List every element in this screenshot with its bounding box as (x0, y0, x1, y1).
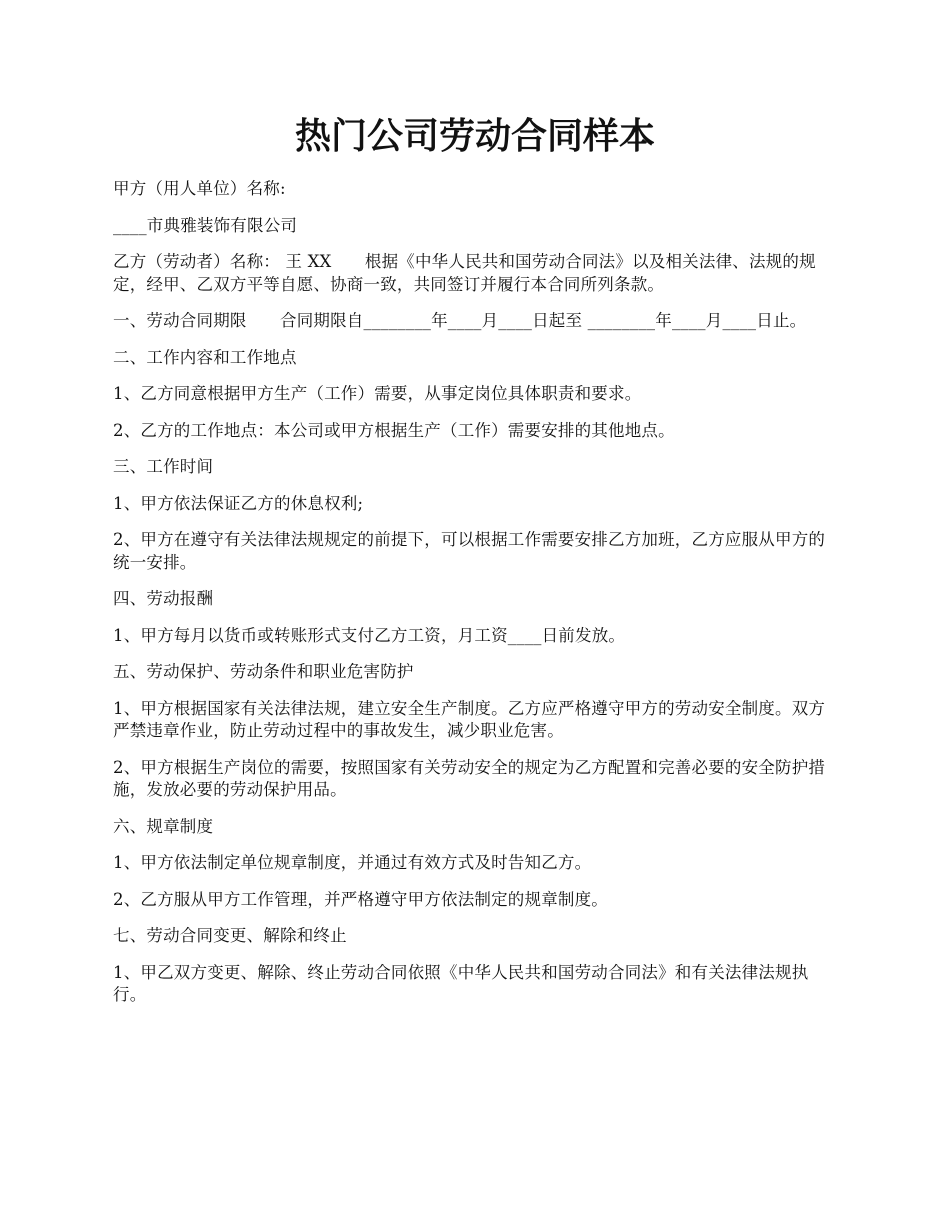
party-a-label: 甲方（用人单位）名称: (113, 179, 286, 198)
section-5-item-1: 1、甲方根据国家有关法律法规，建立安全生产制度。乙方应严格遵守甲方的劳动安全制度。双方严禁违章作业，防止劳动过程中的事故发生，减少职业危害。 (113, 698, 826, 740)
section-3-item-2: 2、甲方在遵守有关法律法规规定的前提下，可以根据工作需要安排乙方加班，乙方应服从甲方的统一安排。 (113, 530, 826, 572)
section-2-heading: 二、工作内容和工作地点 (113, 347, 297, 367)
party-a-name: ____市典雅装饰有限公司 (113, 215, 298, 235)
document-title: 热门公司劳动合同样本 (294, 115, 655, 157)
section-7-item-1: 1、甲乙双方变更、解除、终止劳动合同依照《中华人民共和国劳动合同法》和有关法律法规执行。 (113, 962, 809, 1004)
section-3-item-1: 1、甲方依法保证乙方的休息权利; (113, 493, 364, 513)
section-1-term: 一、劳动合同期限 合同期限自________年____月____日起至 ________年____月____日止。 (113, 311, 807, 330)
document-body (113, 178, 841, 1021)
section-4-item-1: 1、甲方每月以货币或转账形式支付乙方工资，月工资____日前发放。 (113, 625, 626, 645)
section-5-item-2: 2、甲方根据生产岗位的需要，按照国家有关劳动安全的规定为乙方配置和完善必要的安全防护措施，发放必要的劳动保护用品。 (113, 757, 826, 799)
section-4-heading: 四、劳动报酬 (113, 589, 214, 608)
section-6-heading: 六、规章制度 (113, 816, 214, 836)
section-6-item-2: 2、乙方服从甲方工作管理，并严格遵守甲方依法制定的规章制度。 (113, 889, 608, 909)
section-7-heading: 七、劳动合同变更、解除和终止 (113, 926, 347, 945)
section-5-heading: 五、劳动保护、劳动条件和职业危害防护 (113, 662, 414, 681)
section-2-item-2: 2、乙方的工作地点：本公司或甲方根据生产（工作）需要安排的其他地点。 (113, 420, 675, 440)
section-3-heading: 三、工作时间 (113, 457, 214, 476)
section-2-item-1: 1、乙方同意根据甲方生产（工作）需要，从事定岗位具体职责和要求。 (113, 384, 642, 403)
party-b-intro: 乙方（劳动者）名称： 王 XX 根据《中华人民共和国劳动合同法》以及相关法律、法规的规定，经甲、乙双方平等自愿、协商一致，共同签订并履行本合同所列条款。 (113, 252, 816, 294)
section-6-item-1: 1、甲方依法制定单位规章制度，并通过有效方式及时告知乙方。 (113, 853, 592, 872)
